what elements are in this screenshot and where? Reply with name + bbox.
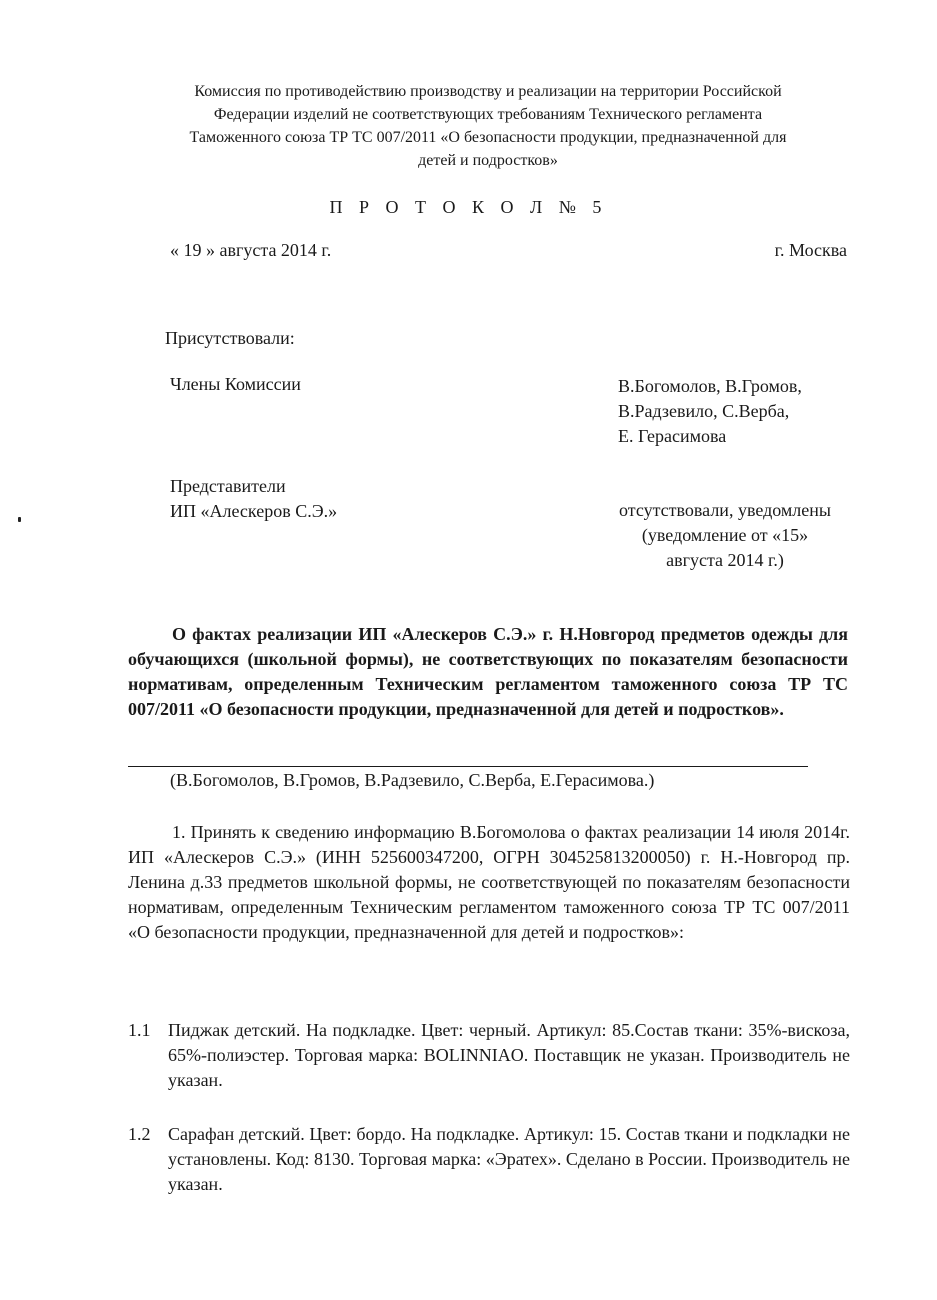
commission-header xyxy=(128,80,848,172)
scan-speck xyxy=(18,517,21,522)
header-line: Комиссия по противодействию производству и реализации на территории Российской xyxy=(194,83,782,100)
protocol-date: « 19 » августа 2014 г. xyxy=(170,240,332,260)
members-label: Члены Комиссии xyxy=(170,374,301,394)
subject-underline xyxy=(128,766,808,767)
item-number: 1.1 xyxy=(128,1020,151,1040)
status-line: августа 2014 г.) xyxy=(666,550,784,570)
decision-point-1: 1. Принять к сведению информацию В.Богомолова о фактах реализации 14 июля 2014г. ИП «Алескеров С.Э.» (ИНН 525600347200, ОГРН 304525813200050) г. Н.-Новгород пр. Ленина д.33 предметов школьной формы, не соответствующей по показателям безопасности нормативам, определенным Техническим регламентом таможенного союза ТР ТС 007/2011 «О безопасности продукции, предназначенной для детей и подростков»: xyxy=(128,822,850,942)
agenda-subject: О фактах реализации ИП «Алескеров С.Э.» г. Н.Новгород предметов одежды для обучающихся (школьной формы), не соответствующих по показателям безопасности нормативам, определенным Техническим регламентом таможенного союза ТР ТС 007/2011 «О безопасности продукции, предназначенной для детей и подростков». xyxy=(128,624,848,719)
member-line: В.Богомолов, В.Громов, xyxy=(618,376,802,396)
reps-line: Представители xyxy=(170,476,286,496)
representatives-status xyxy=(580,498,870,573)
status-line: (уведомление от «15» xyxy=(641,525,809,545)
product-item xyxy=(128,1018,850,1093)
member-line: Е. Герасимова xyxy=(618,426,727,446)
subject-participants: (В.Богомолов, В.Громов, В.Радзевило, С.Верба, Е.Герасимова.) xyxy=(170,770,655,790)
header-line: детей и подростков» xyxy=(418,152,558,169)
representatives-label xyxy=(170,474,470,524)
members-names xyxy=(618,374,878,449)
protocol-city: г. Москва xyxy=(774,240,847,260)
status-line: отсутствовали, уведомлены xyxy=(619,500,831,520)
member-line: В.Радзевило, С.Верба, xyxy=(618,401,790,421)
product-item xyxy=(128,1122,850,1197)
item-text: Сарафан детский. Цвет: бордо. На подкладке. Артикул: 15. Состав ткани и подкладки не установлены. Код: 8130. Торговая марка: «Эратех». Сделано в России. Производитель не указан. xyxy=(168,1124,850,1194)
item-number: 1.2 xyxy=(128,1124,151,1144)
header-line: Таможенного союза ТР ТС 007/2011 «О безопасности продукции, предназначенной для xyxy=(189,129,787,146)
protocol-title: П Р О Т О К О Л № 5 xyxy=(329,197,608,217)
header-line: Федерации изделий не соответствующих требованиям Технического регламента xyxy=(213,106,763,123)
present-label: Присутствовали: xyxy=(165,328,295,348)
item-text: Пиджак детский. На подкладке. Цвет: черный. Артикул: 85.Состав ткани: 35%-вискоза, 65%-полиэстер. Торговая марка: BOLINNIAO. Поставщик не указан. Производитель не указан. xyxy=(168,1020,850,1090)
reps-line: ИП «Алескеров С.Э.» xyxy=(170,501,338,521)
